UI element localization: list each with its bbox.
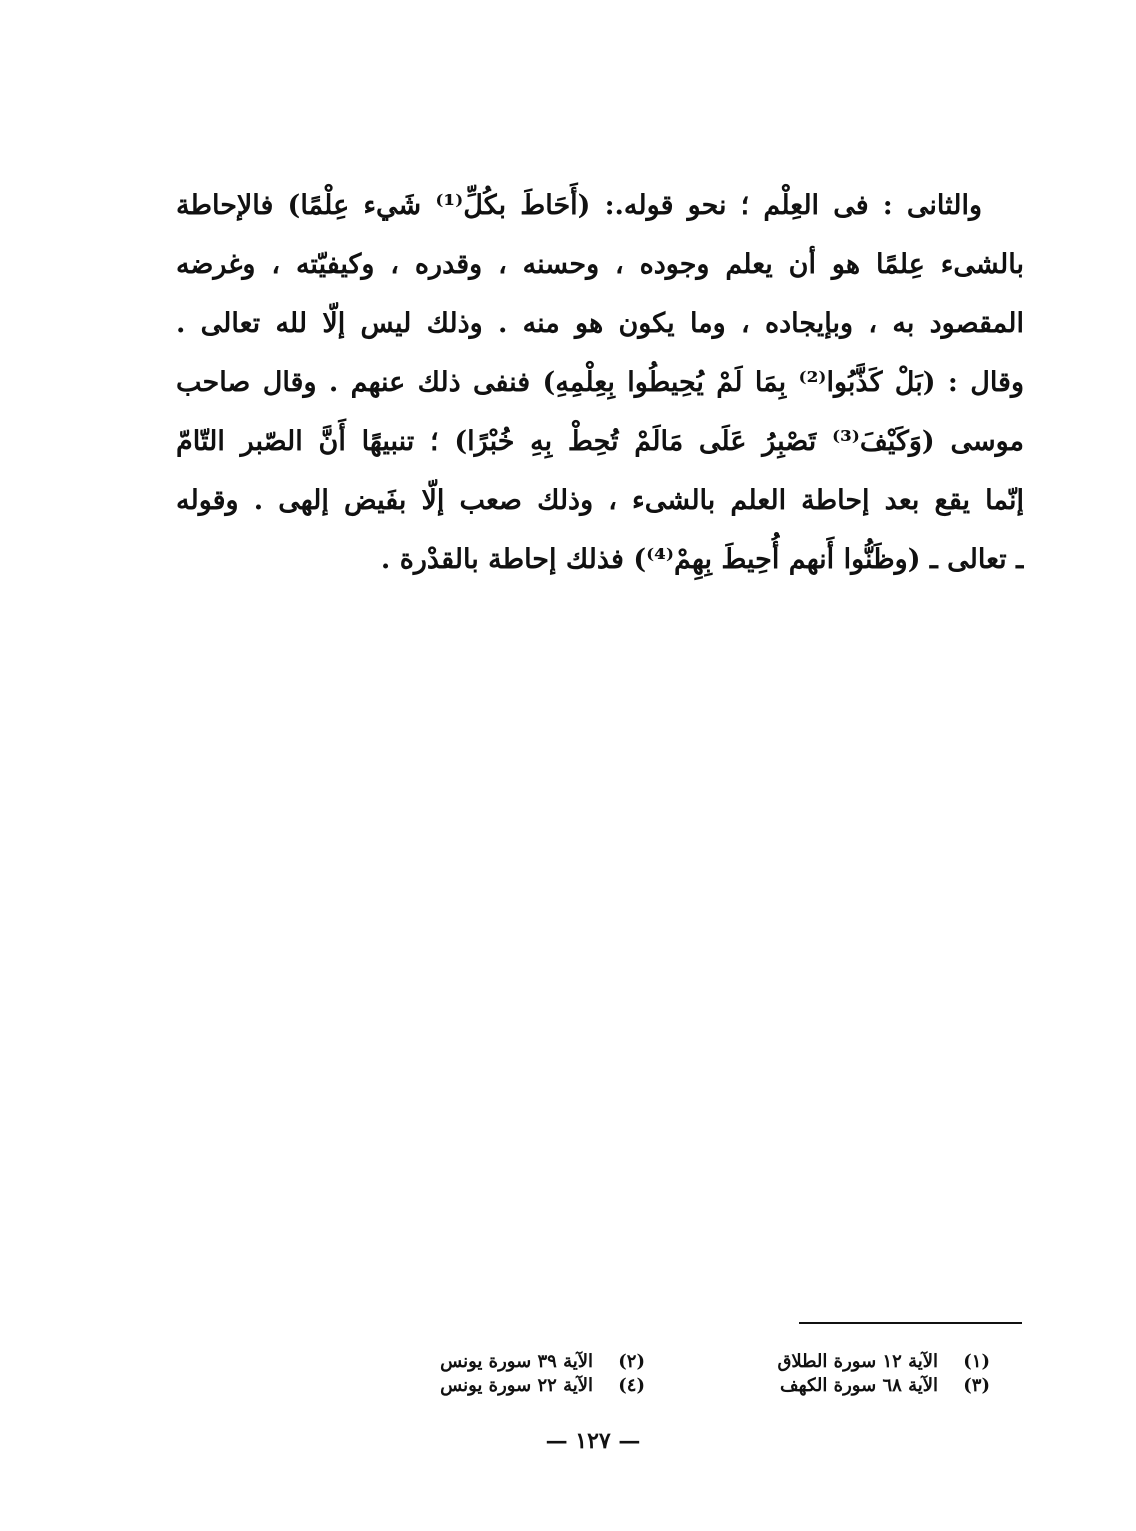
footnote-4 xyxy=(300,1374,645,1398)
footnote-text: الآية ٣٩ سورة يونس xyxy=(440,1351,593,1372)
footnote-number: (٢) xyxy=(618,1351,645,1372)
footnote-text: الآية ٢٢ سورة يونس xyxy=(440,1375,593,1396)
footnote-2 xyxy=(300,1350,645,1374)
body-line-5: موسى (وَكَيْفَ⁽³⁾ تَصْبِرُ عَلَى مَالَمْ تُحِطْ بِهِ خُبْرًا) ؛ تنبيهًا أَنَّ الصّبر التّامّ xyxy=(176,426,1024,457)
body-line-1: والثانى : فى العِلْم ؛ نحو قوله.: (أَحَاطَ بكُلِّ⁽¹⁾ شَيء عِلْمًا) فالإحاطة xyxy=(176,190,983,221)
footnote-3 xyxy=(645,1374,990,1398)
body-line-7: ـ تعالى ـ (وظَنُّوا أَنهم أُحِيطَ بِهِمْ⁽⁴⁾) فذلك إحاطة بالقدْرة . xyxy=(380,544,1024,575)
page-number: — ١٢٧ — xyxy=(545,1428,641,1454)
footnote-number: (٤) xyxy=(618,1375,645,1396)
body-line-3: المقصود به ، وبإيجاده ، وما يكون هو منه . وذلك ليس إلّا لله تعالى . xyxy=(176,308,1024,339)
footnote-1 xyxy=(645,1350,990,1374)
body-line-2: بالشىء عِلمًا هو أن يعلم وجوده ، وحسنه ، وقدره ، وكيفيّته ، وغرضه xyxy=(176,249,1024,280)
footnote-number: (٣) xyxy=(963,1375,990,1396)
body-line-4: وقال : (بَلْ كَذَّبُوا⁽²⁾ بِمَا لَمْ يُحِيطُوا بِعِلْمِهِ) فنفى ذلك عنهم . وقال صاحب xyxy=(176,367,1024,398)
footnote-separator xyxy=(799,1322,1022,1324)
body-line-6: إنّما يقع بعد إحاطة العلم بالشىء ، وذلك صعب إلّا بفَيض إلهى . وقوله xyxy=(176,485,1024,516)
footnote-row xyxy=(300,1374,990,1398)
footnote-number: (١) xyxy=(963,1351,990,1372)
footnotes xyxy=(300,1350,990,1398)
body-paragraph xyxy=(176,176,1024,589)
footnote-text: الآية ١٢ سورة الطلاق xyxy=(777,1351,938,1372)
footnote-row xyxy=(300,1350,990,1374)
footnote-text: الآية ٦٨ سورة الكهف xyxy=(780,1375,938,1396)
